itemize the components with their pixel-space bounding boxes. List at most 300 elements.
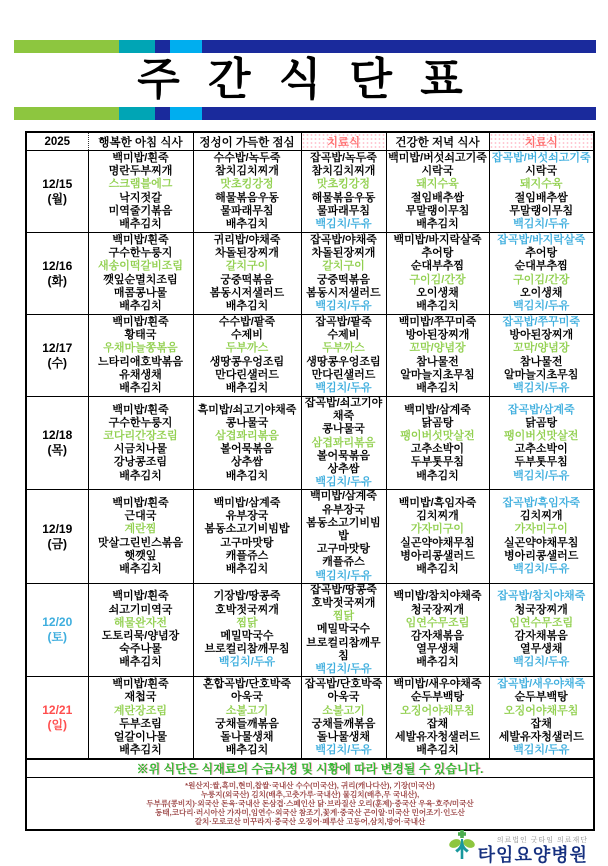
menu-item: 백미밥/삼계죽 [213, 497, 281, 510]
menu-item: 백김치/두유 [513, 217, 570, 230]
menu-item: 삼겹꽈리볶음 [215, 430, 279, 442]
meal-cell [193, 677, 301, 760]
menu-item: 임연수무조림 [509, 616, 574, 629]
menu-item: 배추김치 [119, 656, 162, 669]
meal-cell [88, 151, 193, 233]
menu-item: 궁중떡볶음 [316, 273, 371, 286]
menu-item: 브로컬리참깨무침 [204, 643, 290, 656]
menu-item: 찜닭 [332, 610, 355, 623]
menu-item: 순두부백탕 [410, 691, 465, 704]
menu-item: 맛초킹강정 [316, 178, 371, 191]
meal-cell [489, 315, 594, 397]
menu-item: 잡곡밥/쭈꾸미죽 [502, 315, 580, 328]
menu-item: 백미밥/흰죽 [112, 678, 169, 691]
meal-cell [386, 233, 489, 315]
menu-item: 배추김치 [119, 381, 162, 394]
meal-cell [301, 315, 386, 397]
menu-item: 생땅콩우엉조림 [209, 355, 285, 368]
deco-segment-navy-long [202, 107, 596, 120]
menu-item: 명란두부찌개 [108, 165, 173, 178]
date-label: 12/18 [42, 428, 73, 443]
menu-item: 낙지젓갈 [119, 191, 162, 204]
menu-item: 세발유자청샐러드 [498, 730, 584, 743]
menu-item: 볼어묵볶음 [220, 443, 274, 456]
menu-item: 잡곡밥/야채죽 [310, 233, 377, 246]
menu-item: 생땅콩우엉조림 [306, 355, 381, 368]
menu-item: 꼬막/양념장 [513, 342, 570, 355]
menu-item: 실곤약야채무침 [400, 536, 475, 549]
menu-item: 갈치구이 [225, 260, 269, 273]
menu-item: 알마늘지초무침 [400, 368, 475, 381]
menu-item: 참치김치찌개 [311, 165, 376, 178]
date-cell [26, 677, 88, 760]
meal-cell [193, 151, 301, 233]
menu-item: 호박젓국찌개 [311, 597, 376, 610]
menu-item: 무말랭이무침 [509, 204, 574, 217]
header-row [26, 132, 594, 151]
menu-item: 백김치/두유 [513, 563, 570, 576]
menu-item: 찜닭 [236, 616, 258, 629]
origin-footnotes [26, 778, 594, 831]
menu-item: 유채생채 [119, 368, 162, 381]
weekday-label: (일) [47, 717, 68, 732]
menu-item: 잡곡밥/단호박죽 [304, 678, 383, 691]
meal-cell [301, 233, 386, 315]
menu-item: 잡곡밥/흑임자죽 [502, 497, 580, 510]
menu-item: 혼합곡밥/단호박죽 [202, 678, 292, 691]
menu-item: 백김치/두유 [315, 569, 372, 582]
menu-item: 봄동시저샐러드 [306, 286, 381, 299]
menu-day-row [26, 233, 594, 315]
menu-item: 우채마늘쫑볶음 [103, 342, 178, 355]
menu-item: 배추김치 [119, 299, 162, 312]
footnote-line: 두부류(콩비지)·외국산 돈육·국내산 돈삼겹·스페인산 닭·브라질산 오리(훈제)·중국산 우육·호주/미국산 [146, 799, 474, 809]
footnote-line: 누룽지(외국산) 김치(배추,고춧가루·국내산) 물김치(배추,무 국내산), [200, 790, 420, 800]
menu-item: 절임배추쌈 [410, 191, 465, 204]
hospital-logo [0, 836, 588, 864]
meal-cell [193, 315, 301, 397]
deco-bar-top [14, 40, 596, 53]
menu-item: 만다린샐러드 [311, 368, 376, 381]
date-cell [26, 233, 88, 315]
menu-item: 배추김치 [225, 744, 269, 757]
menu-item: 메밀막국수 [220, 630, 274, 643]
menu-item: 잡채 [426, 717, 449, 730]
menu-item: 추어탕 [525, 247, 558, 260]
menu-item: 백미밥/버섯쇠고기죽 [388, 151, 487, 164]
tree-cross-logo-icon [449, 830, 475, 864]
menu-item: 궁채들깨볶음 [215, 717, 279, 730]
foundation-name: 의료법인 굿타임 의료재단 [496, 837, 588, 845]
menu-item: 백미밥/흰죽 [112, 315, 169, 328]
logo-texts [478, 835, 588, 864]
menu-item: 돌나물생채 [220, 730, 274, 743]
menu-item: 궁중떡볶음 [220, 273, 274, 286]
menu-item: 두부까스 [322, 342, 365, 355]
menu-item: 햇깻잎 [124, 549, 157, 562]
menu-item: 배추김치 [119, 217, 162, 230]
meal-cell [88, 490, 193, 583]
deco-segment-green [14, 40, 119, 53]
menu-item: 돼지수육 [519, 178, 563, 191]
meal-cell [88, 583, 193, 676]
date-label: 12/21 [42, 702, 73, 717]
deco-segment-navy [155, 107, 170, 120]
menu-item: 백미밥/참치야채죽 [393, 590, 482, 603]
menu-item: 시락국 [421, 165, 454, 178]
meal-cell [386, 490, 489, 583]
menu-item: 계란장조림 [113, 704, 168, 717]
menu-item: 잡곡밥/녹두죽 [310, 151, 377, 164]
menu-item: 배추김치 [119, 744, 162, 757]
date-label: 12/15 [42, 176, 73, 191]
menu-item: 잡곡밥/쇠고기야채죽 [304, 397, 383, 423]
menu-item: 꼬막/양념장 [409, 342, 466, 355]
deco-segment-lightblue [170, 107, 202, 120]
menu-item: 알마늘지초무침 [504, 368, 579, 381]
weekday-label: (수) [47, 355, 68, 370]
menu-item: 볼어묵볶음 [316, 449, 371, 462]
menu-item: 돌나물생채 [316, 730, 371, 743]
footnote-line: *원산지:쌀,흑미,현미,찹쌀·국내산 수수(미국산), 귀리(캐나다산), 기장(미국산) [185, 781, 435, 791]
weekday-label: (토) [47, 630, 68, 645]
weekday-label: (화) [47, 273, 68, 288]
menu-item: 콩나물국 [322, 423, 365, 436]
menu-item: 숙주나물 [119, 643, 162, 656]
menu-item: 백김치/두유 [315, 663, 372, 676]
menu-item: 물파래무침 [220, 204, 274, 217]
menu-item: 고추소박이 [410, 443, 465, 456]
meal-cell [88, 397, 193, 490]
menu-item: 김치찌개 [519, 510, 563, 523]
menu-item: 백미밥/삼계죽 [310, 490, 377, 503]
menu-item: 참치김치찌개 [215, 165, 279, 178]
menu-item: 캐플쥬스 [225, 549, 269, 562]
menu-item: 배추김치 [119, 563, 162, 576]
menu-item: 백김치/두유 [218, 656, 276, 669]
footnote-line: 갈치·모로코산 미꾸라지·중국산 오징어·페루산 고등어,삼치,방어·국내산 [194, 817, 426, 827]
menu-day-row [26, 677, 594, 760]
menu-item: 배추김치 [416, 381, 459, 394]
deco-segment-green [14, 107, 119, 120]
weekday-label: (목) [47, 443, 68, 458]
menu-item: 감자채볶음 [514, 630, 568, 643]
meal-cell [88, 315, 193, 397]
menu-item: 병아리콩샐러드 [400, 549, 475, 562]
menu-item: 매콤콩나물 [113, 286, 168, 299]
meal-cell [301, 583, 386, 676]
menu-item: 순대부추찜 [410, 260, 465, 273]
menu-item: 참나물전 [416, 355, 459, 368]
menu-item: 열무생채 [519, 643, 563, 656]
menu-item: 깻잎순멸치조림 [103, 273, 178, 286]
menu-item: 배추김치 [225, 299, 269, 312]
meal-cell [489, 583, 594, 676]
menu-item: 감자채볶음 [410, 630, 465, 643]
menu-item: 배추김치 [416, 744, 459, 757]
menu-item: 차돌된장찌개 [311, 247, 376, 260]
meal-cell [489, 151, 594, 233]
menu-item: 두부까스 [225, 342, 269, 355]
menu-item: 봄동시저샐러드 [209, 286, 285, 299]
menu-item: 순두부백탕 [514, 691, 568, 704]
menu-item: 백미밥/흰죽 [112, 497, 169, 510]
footnote-line: 동태,코다리·러시아산 가자미,임연수·외국산 참조기,꽃게·중국산 곤이알·미국산 민어조기·인도산 [155, 808, 465, 818]
menu-item: 백김치/두유 [315, 744, 372, 757]
weekday-label: (월) [47, 191, 68, 206]
menu-item: 해물완자전 [113, 616, 168, 629]
menu-item: 배추김치 [225, 217, 269, 230]
menu-item: 백김치/두유 [513, 469, 570, 482]
menu-item: 백김치/두유 [513, 299, 570, 312]
menu-item: 구이김/간장 [513, 273, 570, 286]
menu-item: 계란찜 [124, 523, 157, 536]
menu-item: 미역줄기볶음 [108, 204, 173, 217]
menu-item: 배추김치 [416, 217, 459, 230]
menu-item: 수수밥/팥죽 [218, 315, 276, 328]
meal-cell [301, 490, 386, 583]
menu-item: 잡곡밥/버섯쇠고기죽 [491, 151, 591, 164]
menu-day-row [26, 315, 594, 397]
menu-item: 배추김치 [225, 563, 269, 576]
menu-item: 구이김/간장 [409, 273, 466, 286]
meal-cell [193, 490, 301, 583]
menu-item: 백미밥/흰죽 [112, 151, 169, 164]
menu-item: 닭곰탕 [525, 416, 558, 429]
meal-cell [489, 677, 594, 760]
menu-item: 새송이떡갈비조림 [97, 260, 183, 273]
menu-item: 백미밥/새우야채죽 [393, 678, 482, 691]
menu-item: 고추소박이 [514, 443, 568, 456]
menu-item: 백미밥/흰죽 [112, 403, 169, 416]
weekly-menu-table [25, 131, 595, 831]
menu-item: 맛살그린빈스볶음 [97, 536, 183, 549]
menu-item: 시락국 [525, 165, 558, 178]
menu-item: 무말랭이무침 [405, 204, 470, 217]
meal-cell [386, 397, 489, 490]
menu-item: 백김치/두유 [513, 656, 570, 669]
menu-item: 배추김치 [416, 563, 459, 576]
menu-item: 수제비 [327, 329, 360, 342]
breakfast-header: 행복한 아침 식사 [88, 132, 193, 151]
menu-item: 유부장국 [225, 510, 269, 523]
menu-item: 오징어야채무침 [504, 704, 579, 717]
menu-item: 브로컬리참깨무침 [306, 636, 381, 662]
menu-item: 상추쌈 [231, 456, 263, 469]
date-label: 12/16 [42, 258, 73, 273]
menu-item: 상추쌈 [327, 463, 360, 476]
meal-cell [386, 583, 489, 676]
menu-item: 닭곰탕 [421, 416, 454, 429]
menu-item: 참나물전 [519, 355, 563, 368]
menu-item: 백미밥/흑임자죽 [398, 497, 477, 510]
menu-item: 김치찌개 [416, 510, 459, 523]
menu-item: 배추김치 [416, 299, 459, 312]
menu-item: 궁채들깨볶음 [311, 717, 376, 730]
menu-item: 잡곡밥/삼계죽 [507, 403, 575, 416]
date-label: 12/17 [42, 340, 73, 355]
menu-item: 배추김치 [416, 656, 459, 669]
menu-item: 실곤약야채무침 [504, 536, 579, 549]
deco-bar-mid [14, 107, 596, 120]
meal-cell [386, 315, 489, 397]
menu-day-row [26, 490, 594, 583]
meal-cell [386, 677, 489, 760]
menu-day-row [26, 397, 594, 490]
footnote-row [26, 778, 594, 831]
menu-item: 스크램블에그 [108, 178, 173, 191]
menu-item: 잡곡밥/땅콩죽 [310, 583, 377, 596]
menu-item: 강낭콩조림 [113, 456, 168, 469]
menu-item: 시금치나물 [113, 443, 168, 456]
menu-item: 쇠고기미역국 [108, 603, 173, 616]
date-cell [26, 583, 88, 676]
menu-item: 백김치/두유 [513, 381, 570, 394]
menu-item: 방아된장찌개 [405, 329, 470, 342]
menu-item: 백김치/두유 [315, 476, 372, 489]
menu-item: 돼지수육 [416, 178, 459, 191]
therapy-lunch-header: 치료식 [301, 132, 386, 151]
deco-segment-teal [119, 40, 155, 53]
menu-item: 차돌된장찌개 [215, 247, 279, 260]
menu-item: 메밀막국수 [316, 623, 371, 636]
menu-item: 해물볶음우동 [311, 191, 376, 204]
menu-item: 맛초킹강정 [220, 178, 274, 191]
menu-item: 백김치/두유 [315, 381, 372, 394]
deco-segment-navy [155, 40, 170, 53]
menu-item: 구수한누룽지 [108, 416, 173, 429]
menu-item: 흑미밥/쇠고기야채죽 [197, 403, 297, 416]
meal-cell [489, 397, 594, 490]
meal-cell [88, 233, 193, 315]
date-cell [26, 397, 88, 490]
menu-item: 백미밥/흰죽 [112, 590, 169, 603]
meal-cell [301, 397, 386, 490]
notice-text: ※위 식단은 식재료의 수급사정 및 시황에 따라 변경될 수 있습니다. [26, 759, 594, 778]
menu-item: 잡곡밥/바지락살죽 [497, 233, 586, 246]
menu-item: 수제비 [231, 329, 263, 342]
menu-item: 두부톳무침 [514, 456, 568, 469]
menu-item: 근대국 [124, 510, 157, 523]
menu-item: 잡곡밥/참치야채죽 [497, 590, 586, 603]
menu-item: 느타리애호박볶음 [97, 355, 183, 368]
menu-item: 배추김치 [416, 469, 459, 482]
date-label: 12/20 [42, 615, 73, 630]
menu-item: 잡곡밥/새우야채죽 [497, 678, 586, 691]
menu-item: 두부톳무침 [410, 456, 465, 469]
menu-item: 캐플쥬스 [322, 556, 365, 569]
notice-row [26, 759, 594, 778]
menu-item: 청국장찌개 [514, 603, 568, 616]
menu-item: 세발유자청샐러드 [394, 730, 480, 743]
menu-item: 호박젓국찌개 [215, 603, 279, 616]
menu-item: 방아된장찌개 [509, 329, 574, 342]
menu-item: 잡곡밥/팥죽 [315, 315, 372, 328]
meal-cell [193, 583, 301, 676]
menu-item: 유부장국 [322, 503, 365, 516]
menu-item: 도토리묵/양념장 [101, 630, 180, 643]
meal-cell [301, 151, 386, 233]
menu-day-row [26, 583, 594, 676]
dinner-header: 건강한 저녁 식사 [386, 132, 489, 151]
menu-item: 청국장찌개 [410, 603, 465, 616]
date-cell [26, 315, 88, 397]
menu-item: 봄동소고기비빔밥 [204, 523, 290, 536]
menu-item: 봄동소고기비빔밥 [306, 516, 381, 543]
meal-cell [193, 397, 301, 490]
menu-item: 소불고기 [322, 704, 365, 717]
menu-item: 고구마맛탕 [220, 536, 274, 549]
menu-item: 재첩국 [124, 691, 157, 704]
deco-segment-lightblue [170, 40, 202, 53]
meal-cell [489, 490, 594, 583]
menu-item: 배추김치 [225, 381, 269, 394]
date-cell [26, 490, 88, 583]
menu-item: 순대부추찜 [514, 260, 568, 273]
menu-item: 가자미구이 [514, 523, 568, 536]
menu-item: 두부조림 [119, 717, 162, 730]
menu-item: 물파래무침 [316, 204, 371, 217]
menu-item: 추어탕 [421, 247, 454, 260]
menu-item: 황태국 [124, 329, 157, 342]
menu-item: 병아리콩샐러드 [504, 549, 579, 562]
menu-item: 가자미구이 [410, 523, 465, 536]
menu-item: 오징어야채무침 [400, 704, 475, 717]
menu-item: 구수한누룽지 [108, 247, 173, 260]
menu-item: 배추김치 [225, 469, 269, 482]
lunch-header: 정성이 가득한 점심 [193, 132, 301, 151]
menu-item: 백김치/두유 [315, 217, 372, 230]
date-cell [26, 151, 88, 233]
menu-item: 수수밥/녹두죽 [213, 151, 281, 164]
menu-item: 오이생채 [519, 286, 563, 299]
menu-item: 아욱국 [231, 691, 263, 704]
menu-item: 아욱국 [327, 691, 360, 704]
menu-day-row [26, 151, 594, 233]
menu-item: 백김치/두유 [513, 744, 570, 757]
menu-item: 백미밥/흰죽 [112, 233, 169, 246]
menu-item: 고구마맛탕 [316, 543, 371, 556]
date-label: 12/19 [42, 521, 73, 536]
menu-item: 백미밥/쭈꾸미죽 [398, 315, 477, 328]
page-title: 주 간 식 단 표 [137, 55, 471, 104]
menu-item: 소불고기 [225, 704, 269, 717]
meal-cell [193, 233, 301, 315]
menu-item: 열무생채 [416, 643, 459, 656]
menu-item: 귀리밥/야채죽 [213, 233, 281, 246]
menu-item: 절임배추쌈 [514, 191, 568, 204]
menu-item: 삼겹꽈리볶음 [311, 436, 376, 449]
menu-item: 만다린샐러드 [215, 368, 279, 381]
menu-item: 백미밥/삼계죽 [404, 403, 471, 416]
menu-item: 콩나물국 [225, 416, 269, 429]
menu-item: 배추김치 [119, 469, 162, 482]
year-header: 2025 [26, 132, 88, 151]
hospital-name: 타임요양병원 [477, 845, 588, 866]
menu-item: 팽이버섯맛살전 [400, 430, 475, 442]
menu-item: 팽이버섯맛살전 [504, 430, 579, 442]
menu-item: 기장밥/땅콩죽 [213, 590, 281, 603]
meal-cell [489, 233, 594, 315]
menu-item: 얼갈이나물 [113, 730, 168, 743]
deco-segment-teal [119, 107, 155, 120]
deco-segment-navy-long [202, 40, 596, 53]
menu-item: 오이생채 [416, 286, 459, 299]
meal-cell [386, 151, 489, 233]
menu-item: 갈치구이 [322, 260, 365, 273]
menu-item: 임연수무조림 [405, 616, 470, 629]
menu-item: 백미밥/바지락살죽 [393, 233, 482, 246]
